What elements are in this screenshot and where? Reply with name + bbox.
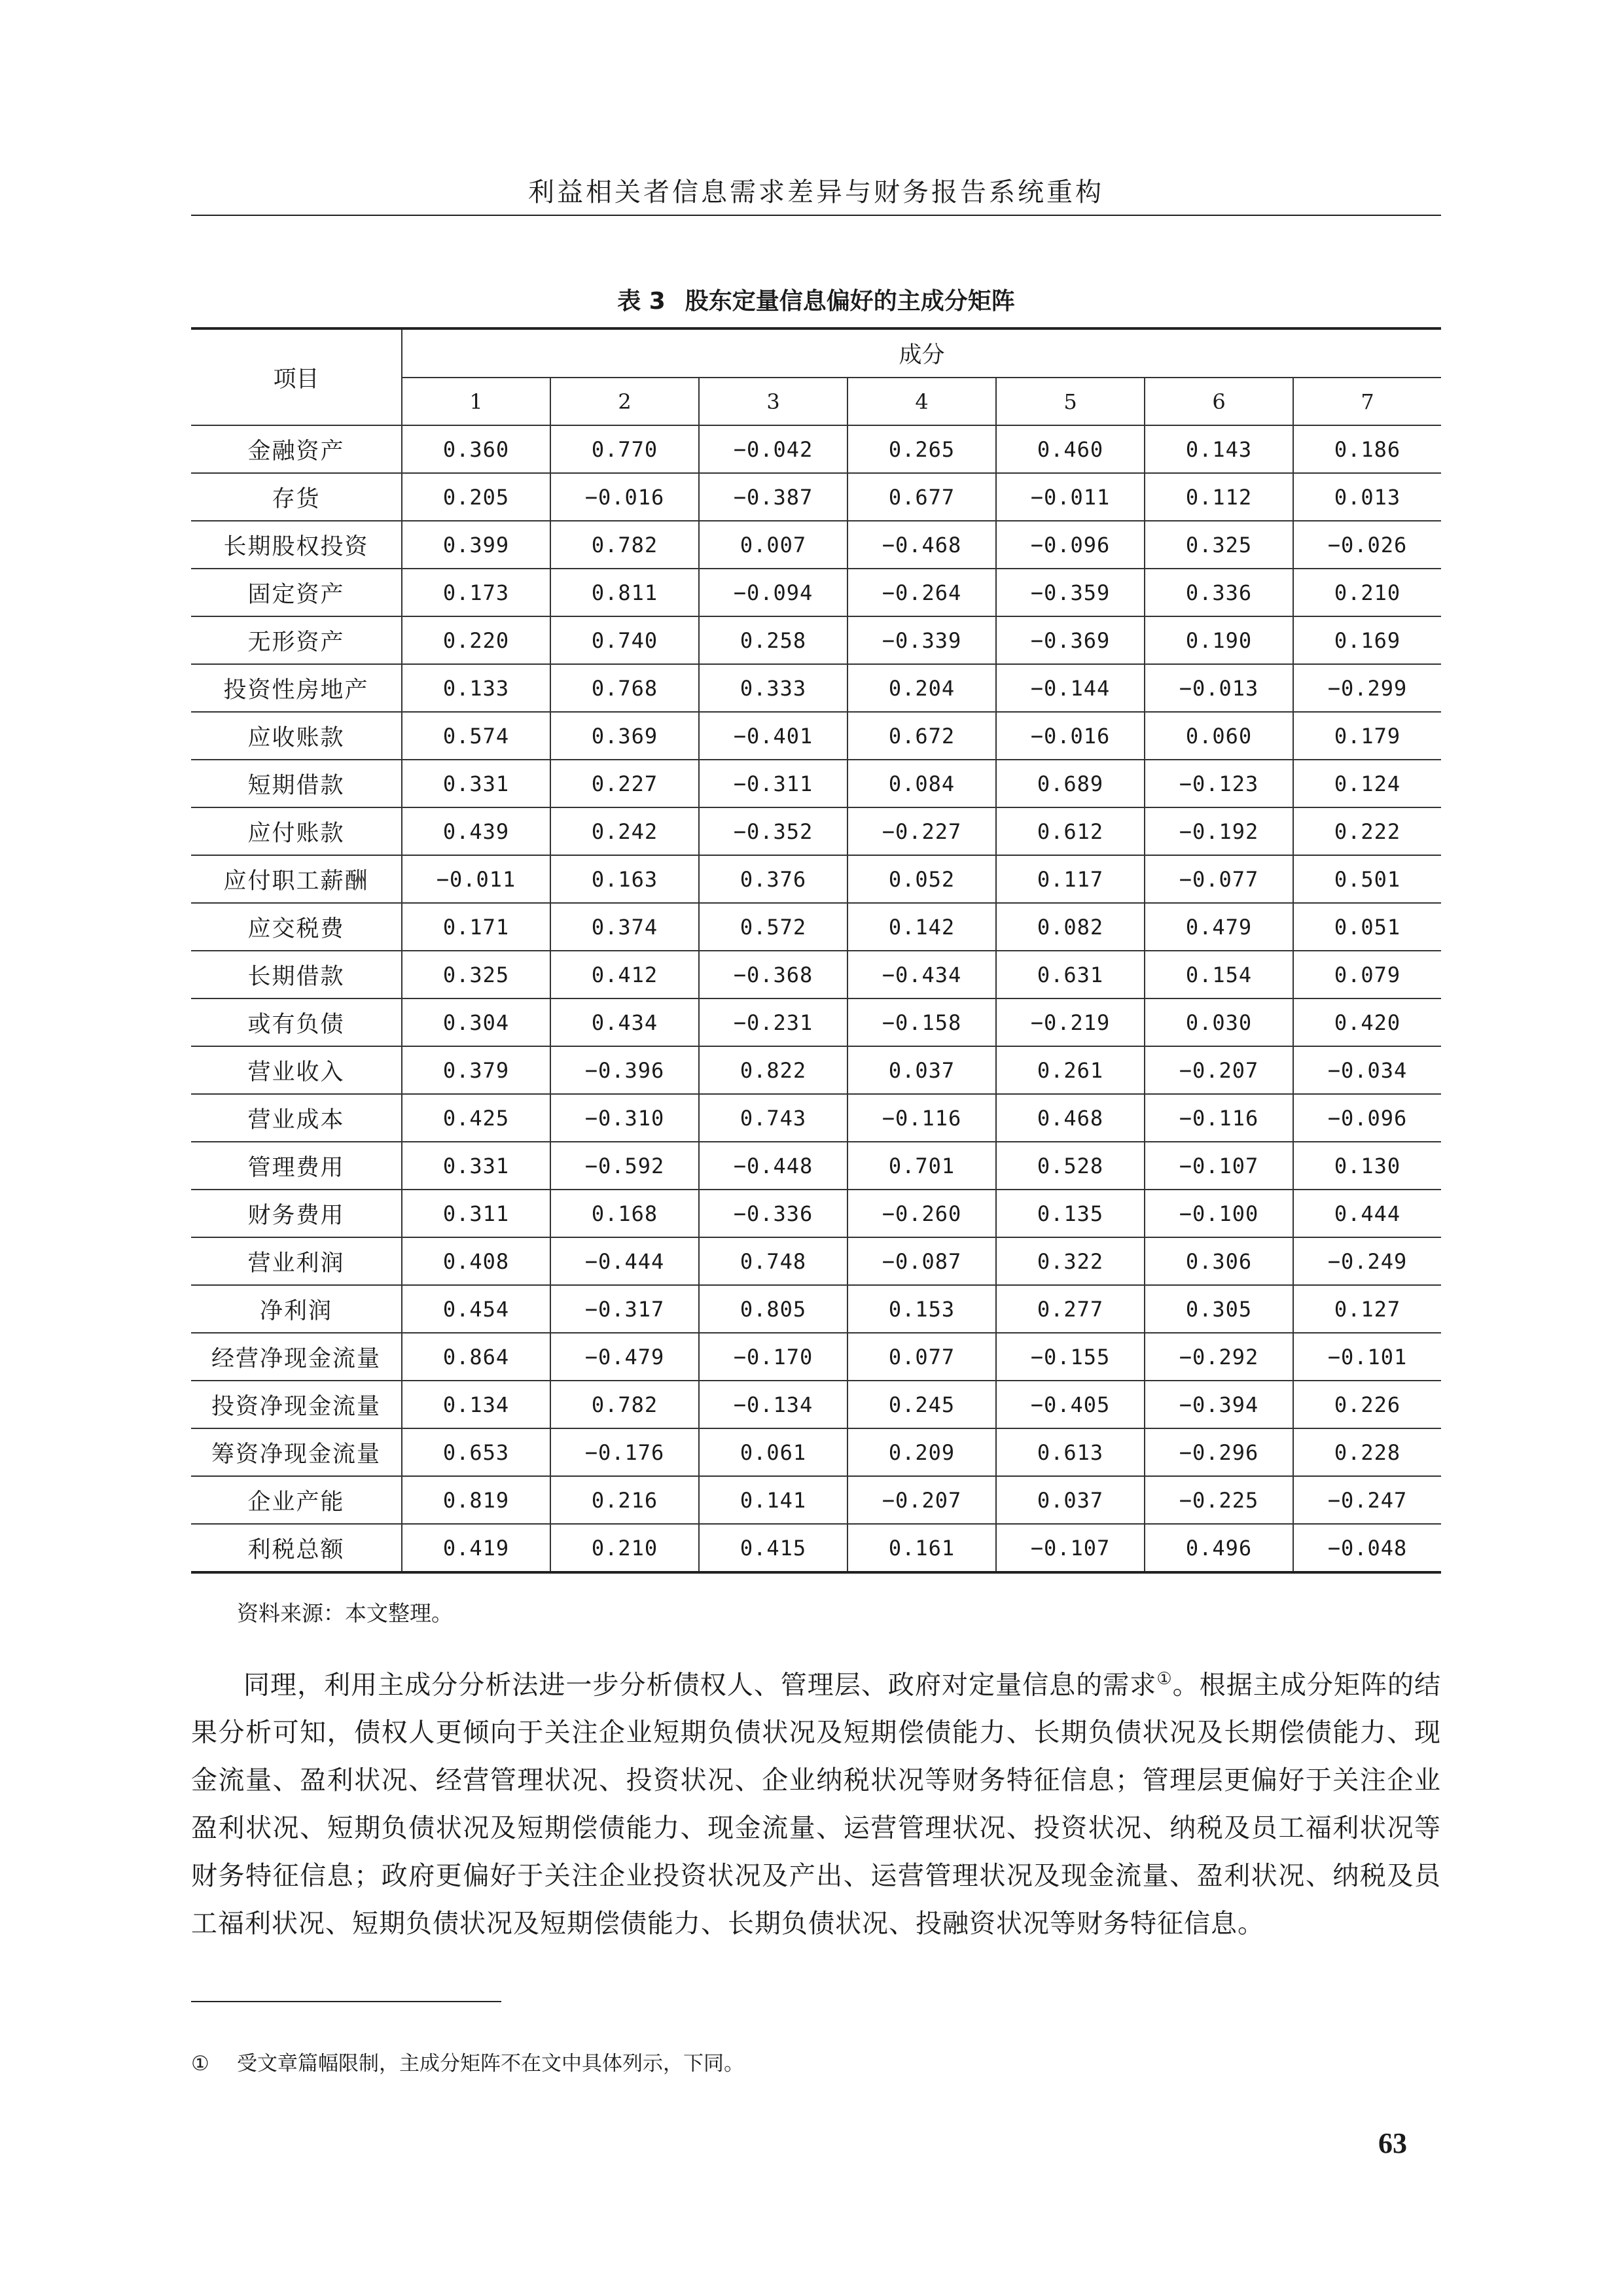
loading-value-cell: −0.368 bbox=[699, 951, 847, 998]
item-column-header: 项目 bbox=[191, 328, 402, 425]
footnote bbox=[191, 2047, 744, 2076]
row-item-name: 企业产能 bbox=[191, 1476, 402, 1524]
table-row bbox=[191, 521, 1441, 569]
loading-value-cell: −0.219 bbox=[996, 998, 1145, 1046]
loading-value-cell: 0.265 bbox=[847, 425, 996, 473]
loading-value-cell: 0.163 bbox=[550, 855, 699, 903]
loading-value-cell: 0.574 bbox=[402, 712, 550, 760]
component-number: 1 bbox=[402, 378, 550, 425]
loading-value-cell: −0.192 bbox=[1145, 807, 1293, 855]
loading-value-cell: 0.117 bbox=[996, 855, 1145, 903]
loading-value-cell: 0.496 bbox=[1145, 1524, 1293, 1572]
component-number: 7 bbox=[1293, 378, 1441, 425]
loading-value-cell: −0.144 bbox=[996, 664, 1145, 712]
loading-value-cell: −0.231 bbox=[699, 998, 847, 1046]
table-row bbox=[191, 903, 1441, 951]
loading-value-cell: 0.037 bbox=[847, 1046, 996, 1094]
loading-value-cell: 0.142 bbox=[847, 903, 996, 951]
loading-value-cell: 0.408 bbox=[402, 1237, 550, 1285]
table-row bbox=[191, 425, 1441, 473]
loading-value-cell: −0.336 bbox=[699, 1190, 847, 1237]
loading-value-cell: −0.096 bbox=[996, 521, 1145, 569]
row-item-name: 利税总额 bbox=[191, 1524, 402, 1572]
loading-value-cell: 0.007 bbox=[699, 521, 847, 569]
loading-value-cell: −0.394 bbox=[1145, 1381, 1293, 1428]
loading-value-cell: 0.325 bbox=[1145, 521, 1293, 569]
row-item-name: 短期借款 bbox=[191, 760, 402, 807]
table-row bbox=[191, 664, 1441, 712]
table-body bbox=[191, 425, 1441, 1572]
loading-value-cell: 0.369 bbox=[550, 712, 699, 760]
loading-value-cell: −0.134 bbox=[699, 1381, 847, 1428]
loading-value-cell: −0.013 bbox=[1145, 664, 1293, 712]
loading-value-cell: 0.701 bbox=[847, 1142, 996, 1190]
loading-value-cell: −0.225 bbox=[1145, 1476, 1293, 1524]
loading-value-cell: 0.743 bbox=[699, 1094, 847, 1142]
loading-value-cell: 0.819 bbox=[402, 1476, 550, 1524]
row-item-name: 经营净现金流量 bbox=[191, 1333, 402, 1381]
loading-value-cell: 0.135 bbox=[996, 1190, 1145, 1237]
table-row bbox=[191, 951, 1441, 998]
loading-value-cell: 0.376 bbox=[699, 855, 847, 903]
row-item-name: 净利润 bbox=[191, 1285, 402, 1333]
row-item-name: 无形资产 bbox=[191, 616, 402, 664]
loading-value-cell: 0.374 bbox=[550, 903, 699, 951]
table-title-text: 股东定量信息偏好的主成分矩阵 bbox=[685, 288, 1015, 315]
loading-value-cell: −0.100 bbox=[1145, 1190, 1293, 1237]
loading-value-cell: 0.311 bbox=[402, 1190, 550, 1237]
row-item-name: 营业收入 bbox=[191, 1046, 402, 1094]
loading-value-cell: 0.242 bbox=[550, 807, 699, 855]
row-item-name: 应收账款 bbox=[191, 712, 402, 760]
table-row bbox=[191, 1285, 1441, 1333]
table-title bbox=[191, 283, 1441, 316]
row-item-name: 应付账款 bbox=[191, 807, 402, 855]
loading-value-cell: 0.190 bbox=[1145, 616, 1293, 664]
loading-value-cell: 0.051 bbox=[1293, 903, 1441, 951]
body-paragraph bbox=[191, 1655, 1441, 1948]
loading-value-cell: 0.052 bbox=[847, 855, 996, 903]
table-row bbox=[191, 1524, 1441, 1572]
loading-value-cell: 0.186 bbox=[1293, 425, 1441, 473]
loading-value-cell: −0.299 bbox=[1293, 664, 1441, 712]
row-item-name: 应交税费 bbox=[191, 903, 402, 951]
loading-value-cell: 0.864 bbox=[402, 1333, 550, 1381]
loading-value-cell: 0.805 bbox=[699, 1285, 847, 1333]
loading-value-cell: −0.369 bbox=[996, 616, 1145, 664]
table-row bbox=[191, 855, 1441, 903]
loading-value-cell: −0.401 bbox=[699, 712, 847, 760]
loading-value-cell: 0.331 bbox=[402, 760, 550, 807]
loading-value-cell: 0.439 bbox=[402, 807, 550, 855]
component-header: 成分 bbox=[402, 328, 1441, 378]
loading-value-cell: 0.677 bbox=[847, 473, 996, 521]
loading-value-cell: 0.331 bbox=[402, 1142, 550, 1190]
loading-value-cell: −0.016 bbox=[996, 712, 1145, 760]
loading-value-cell: −0.292 bbox=[1145, 1333, 1293, 1381]
table-row bbox=[191, 1142, 1441, 1190]
loading-value-cell: 0.740 bbox=[550, 616, 699, 664]
row-item-name: 存货 bbox=[191, 473, 402, 521]
loading-value-cell: −0.016 bbox=[550, 473, 699, 521]
loading-value-cell: −0.444 bbox=[550, 1237, 699, 1285]
table-row bbox=[191, 712, 1441, 760]
loading-value-cell: 0.304 bbox=[402, 998, 550, 1046]
component-number: 2 bbox=[550, 378, 699, 425]
loading-value-cell: −0.227 bbox=[847, 807, 996, 855]
running-header: 利益相关者信息需求差异与财务报告系统重构 bbox=[528, 177, 1104, 207]
loading-value-cell: 0.077 bbox=[847, 1333, 996, 1381]
loading-value-cell: −0.468 bbox=[847, 521, 996, 569]
loading-value-cell: −0.123 bbox=[1145, 760, 1293, 807]
row-item-name: 营业利润 bbox=[191, 1237, 402, 1285]
loading-value-cell: −0.207 bbox=[847, 1476, 996, 1524]
loading-value-cell: −0.087 bbox=[847, 1237, 996, 1285]
loading-value-cell: 0.336 bbox=[1145, 569, 1293, 616]
loading-value-cell: 0.444 bbox=[1293, 1190, 1441, 1237]
loading-value-cell: 0.454 bbox=[402, 1285, 550, 1333]
row-item-name: 长期借款 bbox=[191, 951, 402, 998]
loading-value-cell: −0.339 bbox=[847, 616, 996, 664]
loading-value-cell: −0.434 bbox=[847, 951, 996, 998]
row-item-name: 应付职工薪酬 bbox=[191, 855, 402, 903]
loading-value-cell: 0.227 bbox=[550, 760, 699, 807]
principal-component-table bbox=[191, 327, 1441, 1574]
loading-value-cell: 0.612 bbox=[996, 807, 1145, 855]
loading-value-cell: 0.245 bbox=[847, 1381, 996, 1428]
loading-value-cell: 0.782 bbox=[550, 521, 699, 569]
row-item-name: 投资性房地产 bbox=[191, 664, 402, 712]
loading-value-cell: −0.249 bbox=[1293, 1237, 1441, 1285]
loading-value-cell: 0.379 bbox=[402, 1046, 550, 1094]
loading-value-cell: 0.748 bbox=[699, 1237, 847, 1285]
table-row bbox=[191, 569, 1441, 616]
loading-value-cell: 0.672 bbox=[847, 712, 996, 760]
loading-value-cell: −0.096 bbox=[1293, 1094, 1441, 1142]
loading-value-cell: 0.572 bbox=[699, 903, 847, 951]
loading-value-cell: 0.306 bbox=[1145, 1237, 1293, 1285]
loading-value-cell: 0.419 bbox=[402, 1524, 550, 1572]
loading-value-cell: −0.448 bbox=[699, 1142, 847, 1190]
table-row bbox=[191, 616, 1441, 664]
loading-value-cell: 0.689 bbox=[996, 760, 1145, 807]
table-row bbox=[191, 1333, 1441, 1381]
loading-value-cell: −0.011 bbox=[402, 855, 550, 903]
loading-value-cell: 0.169 bbox=[1293, 616, 1441, 664]
loading-value-cell: −0.116 bbox=[1145, 1094, 1293, 1142]
loading-value-cell: 0.037 bbox=[996, 1476, 1145, 1524]
loading-value-cell: −0.396 bbox=[550, 1046, 699, 1094]
loading-value-cell: 0.112 bbox=[1145, 473, 1293, 521]
loading-value-cell: 0.153 bbox=[847, 1285, 996, 1333]
loading-value-cell: 0.528 bbox=[996, 1142, 1145, 1190]
loading-value-cell: −0.264 bbox=[847, 569, 996, 616]
loading-value-cell: −0.048 bbox=[1293, 1524, 1441, 1572]
loading-value-cell: −0.116 bbox=[847, 1094, 996, 1142]
loading-value-cell: 0.613 bbox=[996, 1428, 1145, 1476]
component-number: 5 bbox=[996, 378, 1145, 425]
loading-value-cell: 0.143 bbox=[1145, 425, 1293, 473]
loading-value-cell: −0.034 bbox=[1293, 1046, 1441, 1094]
loading-value-cell: 0.205 bbox=[402, 473, 550, 521]
loading-value-cell: 0.084 bbox=[847, 760, 996, 807]
component-number: 6 bbox=[1145, 378, 1293, 425]
loading-value-cell: 0.415 bbox=[699, 1524, 847, 1572]
row-item-name: 营业成本 bbox=[191, 1094, 402, 1142]
loading-value-cell: −0.207 bbox=[1145, 1046, 1293, 1094]
loading-value-cell: −0.479 bbox=[550, 1333, 699, 1381]
loading-value-cell: 0.124 bbox=[1293, 760, 1441, 807]
loading-value-cell: 0.770 bbox=[550, 425, 699, 473]
loading-value-cell: 0.013 bbox=[1293, 473, 1441, 521]
loading-value-cell: 0.210 bbox=[550, 1524, 699, 1572]
loading-value-cell: −0.026 bbox=[1293, 521, 1441, 569]
loading-value-cell: 0.209 bbox=[847, 1428, 996, 1476]
loading-value-cell: −0.101 bbox=[1293, 1333, 1441, 1381]
footnote-reference[interactable]: ① bbox=[1156, 1669, 1173, 1689]
loading-value-cell: 0.216 bbox=[550, 1476, 699, 1524]
loading-value-cell: −0.311 bbox=[699, 760, 847, 807]
table-row bbox=[191, 1428, 1441, 1476]
loading-value-cell: 0.210 bbox=[1293, 569, 1441, 616]
loading-value-cell: 0.811 bbox=[550, 569, 699, 616]
source-note: 资料来源：本文整理。 bbox=[237, 1600, 453, 1626]
loading-value-cell: 0.154 bbox=[1145, 951, 1293, 998]
loading-value-cell: −0.094 bbox=[699, 569, 847, 616]
loading-value-cell: −0.107 bbox=[1145, 1142, 1293, 1190]
loading-value-cell: −0.042 bbox=[699, 425, 847, 473]
page-number: 63 bbox=[1378, 2127, 1407, 2159]
component-number: 3 bbox=[699, 378, 847, 425]
body-text-end: 。根据主成分矩阵的结果分析可知，债权人更倾向于关注企业短期负债状况及短期偿债能力、长期负债状况及长期偿债能力、现金流量、盈利状况、经营管理状况、投资状况、企业纳税状况等财务特征信息；管理层更偏好于关注企业盈利状况、短期负债状况及短期偿债能力、现金流量、运营管理状况、投资状况、纳税及员工福利状况等财务特征信息；政府更偏好于关注企业投资状况及产出、运营管理状况及现金流量、盈利状况、纳税及员工福利状况、短期负债状况及短期偿债能力、长期负债状况、投融资状况等财务特征信息。 bbox=[191, 1670, 1442, 1939]
table-row bbox=[191, 473, 1441, 521]
loading-value-cell: 0.782 bbox=[550, 1381, 699, 1428]
loading-value-cell: 0.079 bbox=[1293, 951, 1441, 998]
table-row bbox=[191, 1094, 1441, 1142]
loading-value-cell: −0.170 bbox=[699, 1333, 847, 1381]
loading-value-cell: −0.387 bbox=[699, 473, 847, 521]
loading-value-cell: 0.130 bbox=[1293, 1142, 1441, 1190]
table-row bbox=[191, 1381, 1441, 1428]
loading-value-cell: 0.127 bbox=[1293, 1285, 1441, 1333]
table-row bbox=[191, 1190, 1441, 1237]
loading-value-cell: −0.011 bbox=[996, 473, 1145, 521]
loading-value-cell: 0.305 bbox=[1145, 1285, 1293, 1333]
loading-value-cell: 0.479 bbox=[1145, 903, 1293, 951]
loading-value-cell: −0.247 bbox=[1293, 1476, 1441, 1524]
table-row bbox=[191, 807, 1441, 855]
row-item-name: 固定资产 bbox=[191, 569, 402, 616]
footnote-rule bbox=[191, 2001, 501, 2002]
table-row bbox=[191, 1476, 1441, 1524]
loading-value-cell: 0.360 bbox=[402, 425, 550, 473]
loading-value-cell: 0.412 bbox=[550, 951, 699, 998]
row-item-name: 管理费用 bbox=[191, 1142, 402, 1190]
loading-value-cell: 0.171 bbox=[402, 903, 550, 951]
loading-value-cell: −0.352 bbox=[699, 807, 847, 855]
loading-value-cell: 0.258 bbox=[699, 616, 847, 664]
loading-value-cell: −0.176 bbox=[550, 1428, 699, 1476]
loading-value-cell: −0.296 bbox=[1145, 1428, 1293, 1476]
loading-value-cell: 0.134 bbox=[402, 1381, 550, 1428]
loading-value-cell: 0.501 bbox=[1293, 855, 1441, 903]
loading-value-cell: 0.631 bbox=[996, 951, 1145, 998]
loading-value-cell: 0.434 bbox=[550, 998, 699, 1046]
loading-value-cell: −0.310 bbox=[550, 1094, 699, 1142]
loading-value-cell: 0.425 bbox=[402, 1094, 550, 1142]
loading-value-cell: 0.768 bbox=[550, 664, 699, 712]
loading-value-cell: 0.173 bbox=[402, 569, 550, 616]
loading-value-cell: 0.030 bbox=[1145, 998, 1293, 1046]
loading-value-cell: 0.220 bbox=[402, 616, 550, 664]
loading-value-cell: −0.405 bbox=[996, 1381, 1145, 1428]
loading-value-cell: −0.359 bbox=[996, 569, 1145, 616]
loading-value-cell: −0.592 bbox=[550, 1142, 699, 1190]
loading-value-cell: −0.107 bbox=[996, 1524, 1145, 1572]
loading-value-cell: 0.822 bbox=[699, 1046, 847, 1094]
loading-value-cell: 0.204 bbox=[847, 664, 996, 712]
footnote-text: 受文章篇幅限制，主成分矩阵不在文中具体列示，下同。 bbox=[237, 2052, 744, 2075]
loading-value-cell: 0.277 bbox=[996, 1285, 1145, 1333]
loading-value-cell: 0.133 bbox=[402, 664, 550, 712]
loading-value-cell: −0.317 bbox=[550, 1285, 699, 1333]
row-item-name: 或有负债 bbox=[191, 998, 402, 1046]
table-row bbox=[191, 998, 1441, 1046]
row-item-name: 金融资产 bbox=[191, 425, 402, 473]
loading-value-cell: 0.261 bbox=[996, 1046, 1145, 1094]
loading-value-cell: 0.222 bbox=[1293, 807, 1441, 855]
component-number: 4 bbox=[847, 378, 996, 425]
row-item-name: 投资净现金流量 bbox=[191, 1381, 402, 1428]
loading-value-cell: −0.158 bbox=[847, 998, 996, 1046]
loading-value-cell: 0.420 bbox=[1293, 998, 1441, 1046]
footnote-mark: ① bbox=[191, 2052, 209, 2075]
loading-value-cell: 0.168 bbox=[550, 1190, 699, 1237]
loading-value-cell: −0.260 bbox=[847, 1190, 996, 1237]
table-label: 表 3 bbox=[617, 288, 666, 315]
loading-value-cell: 0.226 bbox=[1293, 1381, 1441, 1428]
row-item-name: 财务费用 bbox=[191, 1190, 402, 1237]
loading-value-cell: 0.399 bbox=[402, 521, 550, 569]
table-row bbox=[191, 760, 1441, 807]
loading-value-cell: 0.161 bbox=[847, 1524, 996, 1572]
loading-value-cell: −0.077 bbox=[1145, 855, 1293, 903]
body-text-start: 同理，利用主成分分析法进一步分析债权人、管理层、政府对定量信息的需求 bbox=[243, 1670, 1157, 1701]
row-item-name: 长期股权投资 bbox=[191, 521, 402, 569]
loading-value-cell: 0.141 bbox=[699, 1476, 847, 1524]
row-item-name: 筹资净现金流量 bbox=[191, 1428, 402, 1476]
header-rule bbox=[191, 215, 1441, 216]
loading-value-cell: −0.155 bbox=[996, 1333, 1145, 1381]
loading-value-cell: 0.325 bbox=[402, 951, 550, 998]
loading-value-cell: 0.333 bbox=[699, 664, 847, 712]
loading-value-cell: 0.228 bbox=[1293, 1428, 1441, 1476]
loading-value-cell: 0.468 bbox=[996, 1094, 1145, 1142]
loading-value-cell: 0.322 bbox=[996, 1237, 1145, 1285]
loading-value-cell: 0.061 bbox=[699, 1428, 847, 1476]
loading-value-cell: 0.653 bbox=[402, 1428, 550, 1476]
loading-value-cell: 0.460 bbox=[996, 425, 1145, 473]
table-row bbox=[191, 1237, 1441, 1285]
table-row bbox=[191, 1046, 1441, 1094]
loading-value-cell: 0.082 bbox=[996, 903, 1145, 951]
loading-value-cell: 0.060 bbox=[1145, 712, 1293, 760]
loading-value-cell: 0.179 bbox=[1293, 712, 1441, 760]
